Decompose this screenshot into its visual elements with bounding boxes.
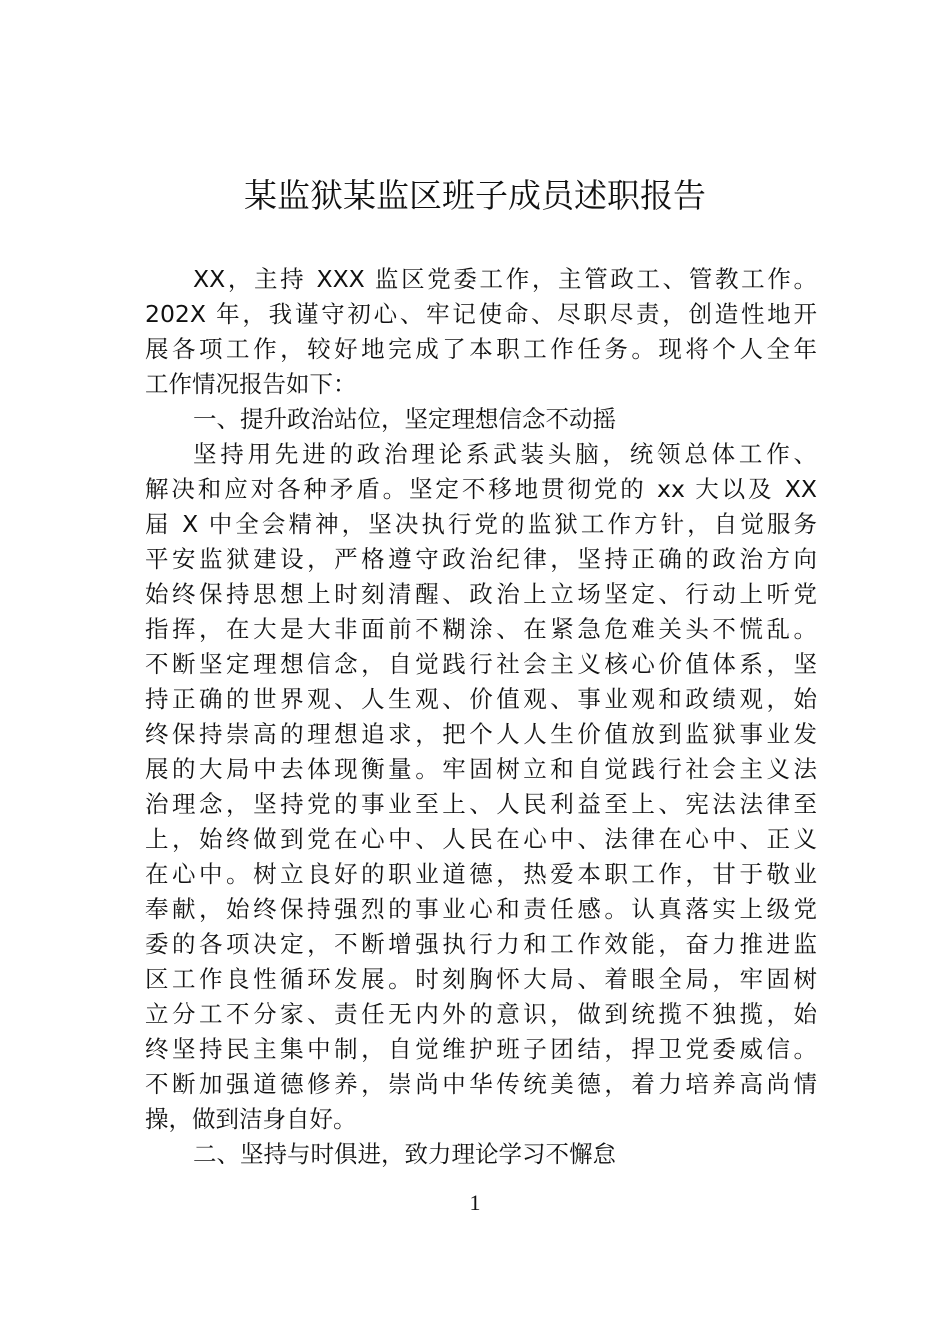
paragraph-line: 202X 年，我谨守初心、牢记使命、尽职尽责，创造性地开 (145, 300, 817, 328)
paragraph-line: 展的大局中去体现衡量。牢固树立和自觉践行社会主义法 (145, 755, 817, 783)
paragraph-line: 不断坚定理想信念，自觉践行社会主义核心价值体系，坚 (145, 650, 817, 678)
paragraph-line: 指挥，在大是大非面前不糊涂、在紧急危难关头不慌乱。 (145, 615, 817, 643)
paragraph-line: 奉献，始终保持强烈的事业心和责任感。认真落实上级党 (145, 895, 817, 923)
paragraph-line: 终保持崇高的理想追求，把个人人生价值放到监狱事业发 (145, 720, 817, 748)
paragraph-line: 平安监狱建设，严格遵守政治纪律，坚持正确的政治方向 (145, 545, 817, 573)
document-title: 某监狱某监区班子成员述职报告 (244, 176, 706, 215)
paragraph-line: 不断加强道德修养，崇尚中华传统美德，着力培养高尚情 (145, 1070, 817, 1098)
paragraph-line: 在心中。树立良好的职业道德，热爱本职工作，甘于敬业 (145, 860, 817, 888)
paragraph-line: 始终保持思想上时刻清醒、政治上立场坚定、行动上听党 (145, 580, 817, 608)
document-body (145, 262, 817, 1172)
paragraph-line: 解决和应对各种矛盾。坚定不移地贯彻党的 xx 大以及 XX (145, 475, 817, 503)
paragraph-line: 持正确的世界观、人生观、价值观、事业观和政绩观，始 (145, 685, 817, 713)
paragraph-line: 立分工不分家、责任无内外的意识，做到统揽不独揽，始 (145, 1000, 817, 1028)
paragraph-line: 坚持用先进的政治理论系武装头脑，统领总体工作、 (193, 440, 817, 468)
paragraph-line: 治理念，坚持党的事业至上、人民利益至上、宪法法律至 (145, 790, 817, 818)
section-heading-2: 二、坚持与时俱进，致力理论学习不懈怠 (193, 1140, 616, 1168)
paragraph-line: XX，主持 XXX 监区党委工作，主管政工、管教工作。 (193, 265, 817, 293)
paragraph-line: 操，做到洁身自好。 (145, 1105, 357, 1133)
paragraph-line: 届 X 中全会精神，坚决执行党的监狱工作方针，自觉服务 (145, 510, 817, 538)
page-number: 1 (469, 1190, 481, 1215)
paragraph-line: 委的各项决定，不断增强执行力和工作效能，奋力推进监 (145, 930, 817, 958)
section-heading-1: 一、提升政治站位，坚定理想信念不动摇 (193, 405, 616, 433)
paragraph-line: 工作情况报告如下： (145, 370, 357, 398)
paragraph-line: 上，始终做到党在心中、人民在心中、法律在心中、正义 (145, 825, 817, 853)
paragraph-line: 展各项工作，较好地完成了本职工作任务。现将个人全年 (145, 335, 817, 363)
paragraph-line: 区工作良性循环发展。时刻胸怀大局、着眼全局，牢固树 (145, 965, 817, 993)
paragraph-line: 终坚持民主集中制，自觉维护班子团结，捍卫党委威信。 (145, 1035, 817, 1063)
